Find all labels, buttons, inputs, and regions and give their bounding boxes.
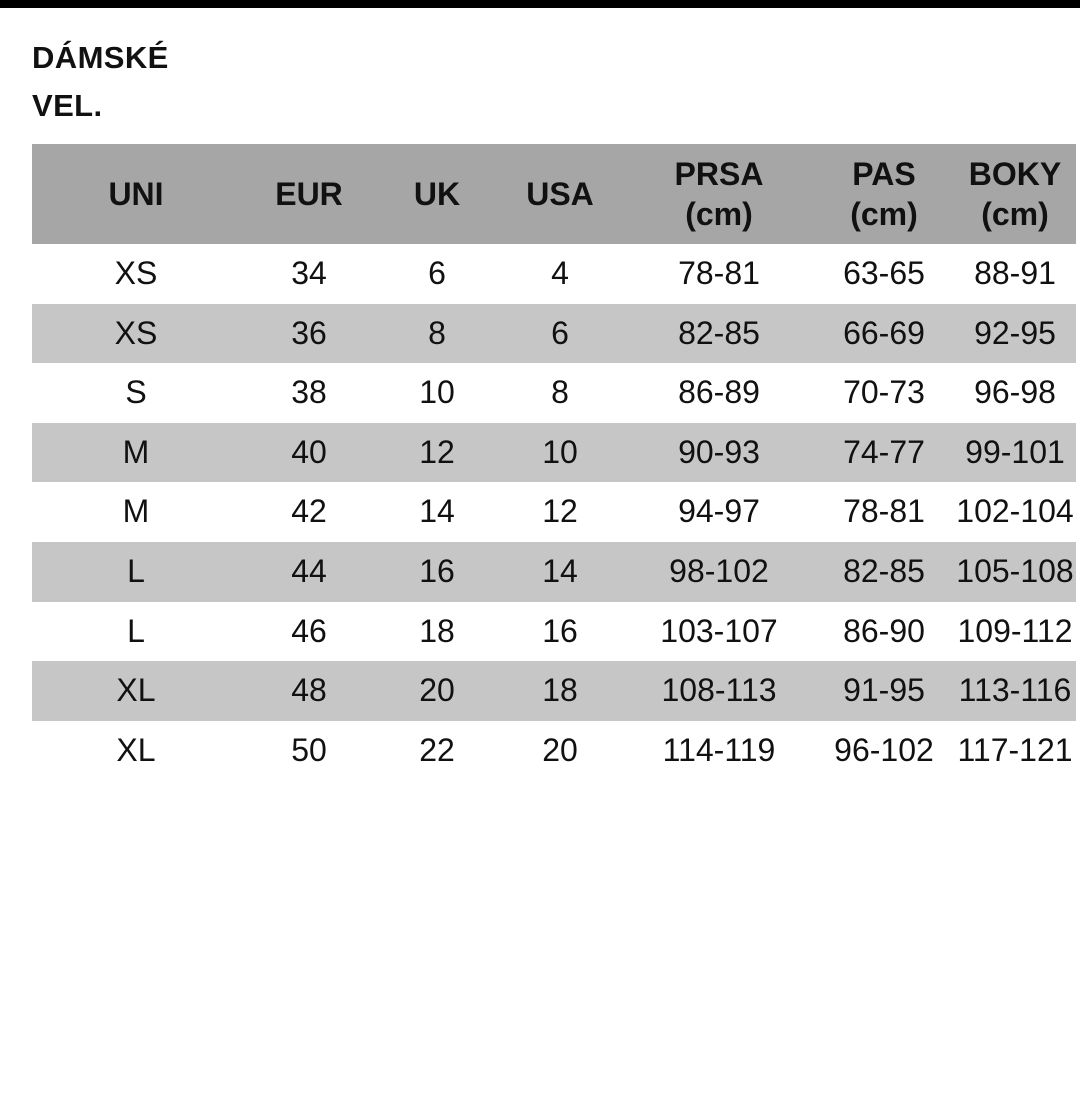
- table-row: [32, 542, 1076, 602]
- cell-uk: 10: [378, 363, 496, 423]
- cell-prsa: 82-85: [624, 304, 814, 364]
- column-header-prsa-label: PRSA: [674, 156, 764, 193]
- column-header-uni: [32, 144, 240, 244]
- cell-uni: M: [32, 423, 240, 483]
- cell-usa: 4: [496, 244, 624, 304]
- column-header-boky-label: BOKY: [968, 156, 1062, 193]
- cell-prsa: 98-102: [624, 542, 814, 602]
- column-header-eur: [240, 144, 378, 244]
- column-header-prsa: [624, 144, 814, 244]
- cell-boky: 113-116: [954, 661, 1076, 721]
- cell-eur: 46: [240, 602, 378, 662]
- cell-eur: 42: [240, 482, 378, 542]
- cell-eur: 44: [240, 542, 378, 602]
- cell-usa: 16: [496, 602, 624, 662]
- cell-uni: L: [32, 602, 240, 662]
- table-row: [32, 363, 1076, 423]
- cell-boky: 109-112: [954, 602, 1076, 662]
- cell-boky: 99-101: [954, 423, 1076, 483]
- cell-uk: 14: [378, 482, 496, 542]
- cell-pas: 86-90: [814, 602, 954, 662]
- column-header-uni-label: UNI: [108, 176, 164, 213]
- cell-prsa: 86-89: [624, 363, 814, 423]
- cell-uni: XL: [32, 661, 240, 721]
- column-header-eur-label: EUR: [275, 176, 343, 213]
- cell-eur: 34: [240, 244, 378, 304]
- cell-prsa: 108-113: [624, 661, 814, 721]
- cell-eur: 50: [240, 721, 378, 781]
- cell-usa: 8: [496, 363, 624, 423]
- table-row: [32, 304, 1076, 364]
- table-header-row: [32, 144, 1076, 244]
- cell-uk: 18: [378, 602, 496, 662]
- cell-pas: 96-102: [814, 721, 954, 781]
- page-title: [0, 8, 1080, 144]
- cell-uni: XS: [32, 244, 240, 304]
- cell-prsa: 78-81: [624, 244, 814, 304]
- column-header-usa-label: USA: [526, 176, 594, 213]
- table-row: [32, 482, 1076, 542]
- cell-prsa: 90-93: [624, 423, 814, 483]
- cell-usa: 14: [496, 542, 624, 602]
- cell-boky: 92-95: [954, 304, 1076, 364]
- cell-pas: 78-81: [814, 482, 954, 542]
- cell-eur: 36: [240, 304, 378, 364]
- cell-pas: 70-73: [814, 363, 954, 423]
- cell-uni: XL: [32, 721, 240, 781]
- column-header-usa: [496, 144, 624, 244]
- cell-boky: 102-104: [954, 482, 1076, 542]
- cell-pas: 66-69: [814, 304, 954, 364]
- column-header-uk: [378, 144, 496, 244]
- cell-uni: XS: [32, 304, 240, 364]
- top-black-bar: [0, 0, 1080, 8]
- cell-pas: 82-85: [814, 542, 954, 602]
- cell-uk: 16: [378, 542, 496, 602]
- cell-boky: 117-121: [954, 721, 1076, 781]
- cell-uk: 12: [378, 423, 496, 483]
- table-row: [32, 423, 1076, 483]
- title-line-2: VEL.: [32, 88, 103, 124]
- table-row: [32, 661, 1076, 721]
- cell-boky: 96-98: [954, 363, 1076, 423]
- cell-usa: 12: [496, 482, 624, 542]
- cell-usa: 20: [496, 721, 624, 781]
- column-header-boky: [954, 144, 1076, 244]
- cell-prsa: 114-119: [624, 721, 814, 781]
- size-table: [32, 144, 1076, 780]
- column-header-pas: [814, 144, 954, 244]
- cell-uni: M: [32, 482, 240, 542]
- cell-usa: 6: [496, 304, 624, 364]
- cell-usa: 18: [496, 661, 624, 721]
- cell-uk: 8: [378, 304, 496, 364]
- cell-boky: 105-108: [954, 542, 1076, 602]
- column-header-prsa-unit: (cm): [685, 196, 753, 233]
- cell-uk: 6: [378, 244, 496, 304]
- cell-boky: 88-91: [954, 244, 1076, 304]
- cell-usa: 10: [496, 423, 624, 483]
- column-header-pas-label: PAS: [852, 156, 916, 193]
- cell-prsa: 103-107: [624, 602, 814, 662]
- column-header-uk-label: UK: [413, 176, 461, 213]
- cell-uk: 20: [378, 661, 496, 721]
- cell-prsa: 94-97: [624, 482, 814, 542]
- title-line-1: DÁMSKÉ: [32, 40, 169, 75]
- cell-pas: 63-65: [814, 244, 954, 304]
- cell-uni: L: [32, 542, 240, 602]
- column-header-boky-unit: (cm): [981, 196, 1049, 233]
- cell-eur: 48: [240, 661, 378, 721]
- cell-pas: 74-77: [814, 423, 954, 483]
- table-row: [32, 602, 1076, 662]
- table-row: [32, 721, 1076, 781]
- cell-uk: 22: [378, 721, 496, 781]
- cell-eur: 38: [240, 363, 378, 423]
- cell-pas: 91-95: [814, 661, 954, 721]
- column-header-pas-unit: (cm): [850, 196, 918, 233]
- cell-uni: S: [32, 363, 240, 423]
- size-chart-document: [0, 8, 1080, 780]
- cell-eur: 40: [240, 423, 378, 483]
- table-row: [32, 244, 1076, 304]
